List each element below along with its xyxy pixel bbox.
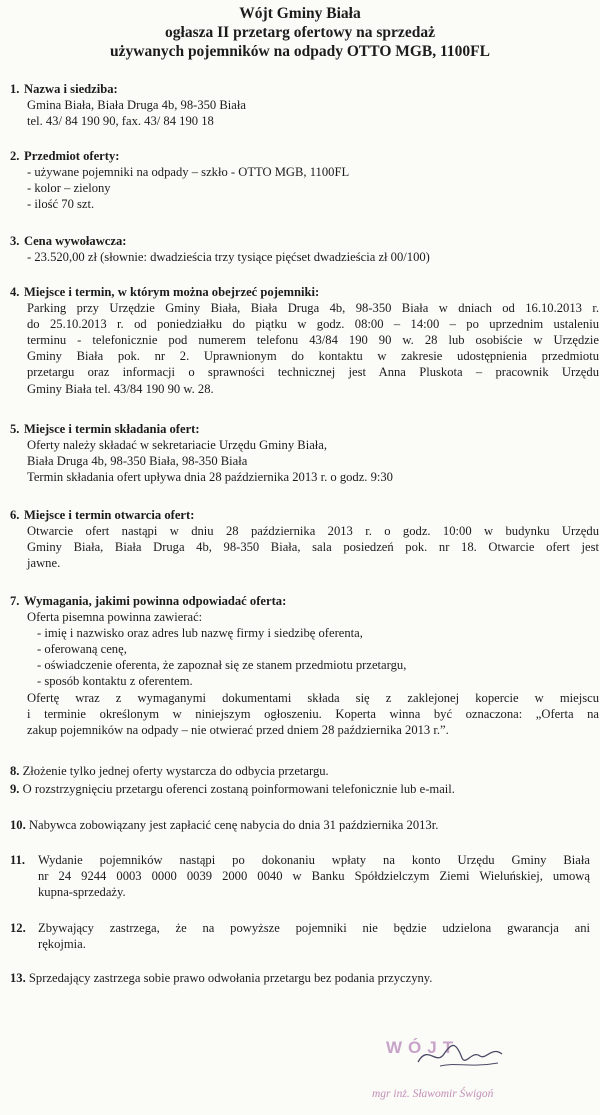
- section-line: do 25.10.2013 r. od poniedziałku do piątku w godz. 08:00 – 14:00 – po uprzednim ustaleniu: [27, 317, 599, 332]
- section-heading: 1. Nazwa i siedziba:: [10, 82, 118, 96]
- section-line: Gminy Biała tel. 43/84 190 90 w. 28.: [27, 381, 214, 396]
- list-item: - imię i nazwisko oraz adres lub nazwę firmy i siedzibę oferenta,: [37, 626, 363, 641]
- section-line: Otwarcie ofert nastąpi w dniu 28 października 2013 r. o godz. 10:00 w budynku Urzędu: [27, 524, 599, 539]
- section-heading: 2. Przedmiot oferty:: [10, 149, 120, 163]
- section-4: [10, 284, 599, 397]
- section-heading: 3. Cena wywoławcza:: [10, 234, 127, 248]
- section-line: - 23.520,00 zł (słownie: dwadzieścia trzy tysiące pięćset dwadzieścia zł 00/100): [27, 250, 430, 265]
- point-11: 11. Wydanie pojemników nastąpi po dokonaniu wpłaty na konto Urzędu Gminy Biała nr 24 9244 0003 0000 0039 2000 0040 w Banku Spółdzielczym Ziemi Wieluńskiej, umową kupna-sprzedaży.: [10, 853, 590, 900]
- section-line: - używane pojemniki na odpady – szkło - OTTO MGB, 1100FL: [27, 165, 350, 180]
- section-line: Gminy Biała pok. nr 2. Uprawnionym do kontaktu w zakresie udostępnienia przedmiotu: [27, 349, 599, 364]
- section-6: [10, 507, 599, 571]
- point-12: 12. Zbywający zastrzega, że na powyższe pojemniki nie będzie udzielona gwarancja ani rękojmia.: [10, 921, 590, 952]
- handwritten-signature: [410, 1036, 510, 1076]
- section-line: terminu - telefonicznie pod numerem telefonu 43/84 190 90 w. 28 lub osobiście w Urzędzie: [27, 333, 599, 348]
- section-1: [10, 81, 246, 129]
- section-heading: 7. Wymagania, jakimi powinna odpowiadać oferta:: [10, 594, 287, 608]
- section-heading: 4. Miejsce i termin, w którym można obejrzeć pojemniki:: [10, 285, 320, 299]
- signature-block: [370, 1030, 590, 1110]
- section-heading: 6. Miejsce i termin otwarcia ofert:: [10, 508, 195, 522]
- section-line: Oferta pisemna powinna zawierać:: [27, 610, 203, 625]
- stamp-title: WÓJT: [386, 1038, 460, 1057]
- section-line: Parking przy Urzędzie Gminy Biała, Biała Druga 4b, 98-350 Biała w dniach od 16.10.2013 r.: [27, 301, 599, 316]
- section-line: przetargu oraz informacji o sprawności technicznej jest Anna Pluskota – pracownik Urzędu: [27, 365, 599, 380]
- section-line: Gmina Biała, Biała Druga 4b, 98-350 Biała: [27, 98, 246, 113]
- section-3: [10, 233, 430, 265]
- section-line: Biała Druga 4b, 98-350 Biała, 98-350 Biała: [27, 454, 248, 469]
- section-2: [10, 148, 349, 212]
- section-line: - ilość 70 szt.: [27, 197, 95, 212]
- section-line: jawne.: [27, 556, 61, 571]
- section-line: - kolor – zielony: [27, 181, 111, 196]
- list-item: - sposób kontaktu z oferentem.: [37, 674, 193, 689]
- point-13: 13. Sprzedający zastrzega sobie prawo odwołania przetargu bez podania przyczyny.: [10, 971, 433, 985]
- section-heading: 5. Miejsce i termin składania ofert:: [10, 422, 200, 436]
- section-line: Termin składania ofert upływa dnia 28 października 2013 r. o godz. 9:30: [27, 470, 393, 485]
- document-title: [0, 4, 600, 61]
- title-line-1: Wójt Gminy Biała: [239, 5, 361, 22]
- title-line-2: ogłasza II przetarg ofertowy na sprzedaż: [165, 24, 435, 41]
- section-line: i terminie określonym w niniejszym ogłoszeniu. Koperta winna być oznaczona: „Oferta na: [27, 706, 599, 721]
- section-5: [10, 421, 393, 485]
- list-item: - oferowaną cenę,: [37, 642, 127, 657]
- list-item: - oświadczenie oferenta, że zapoznał się ze stanem przedmiotu przetargu,: [37, 658, 407, 673]
- point-10: 10. Nabywca zobowiązany jest zapłacić cenę nabycia do dnia 31 października 2013r.: [10, 818, 439, 832]
- section-line: Ofertę wraz z wymaganymi dokumentami składa się z zaklejonej kopercie w miejscu: [27, 690, 599, 705]
- point-9: 9. O rozstrzygnięciu przetargu oferenci zostaną poinformowani telefonicznie lub e-mail.: [10, 782, 455, 796]
- title-line-3: używanych pojemników na odpady OTTO MGB, 1100FL: [110, 43, 490, 60]
- section-line: Oferty należy składać w sekretariacie Urzędu Gminy Biała,: [27, 438, 328, 453]
- signatory-name: mgr inż. Sławomir Świgoń: [372, 1088, 494, 1100]
- section-line: tel. 43/ 84 190 90, fax. 43/ 84 190 18: [27, 114, 214, 129]
- section-line: Gminy Biała, Biała Druga 4b, 98-350 Biała, sala posiedzeń pok. nr 18. Otwarcie ofert jest: [27, 540, 599, 555]
- point-8: 8. Złożenie tylko jednej oferty wystarcza do odbycia przetargu.: [10, 764, 329, 778]
- section-7: [10, 593, 599, 738]
- section-line: zakup pojemników na odpady – nie otwierać przed dniem 28 października 2013 r.”.: [27, 722, 449, 737]
